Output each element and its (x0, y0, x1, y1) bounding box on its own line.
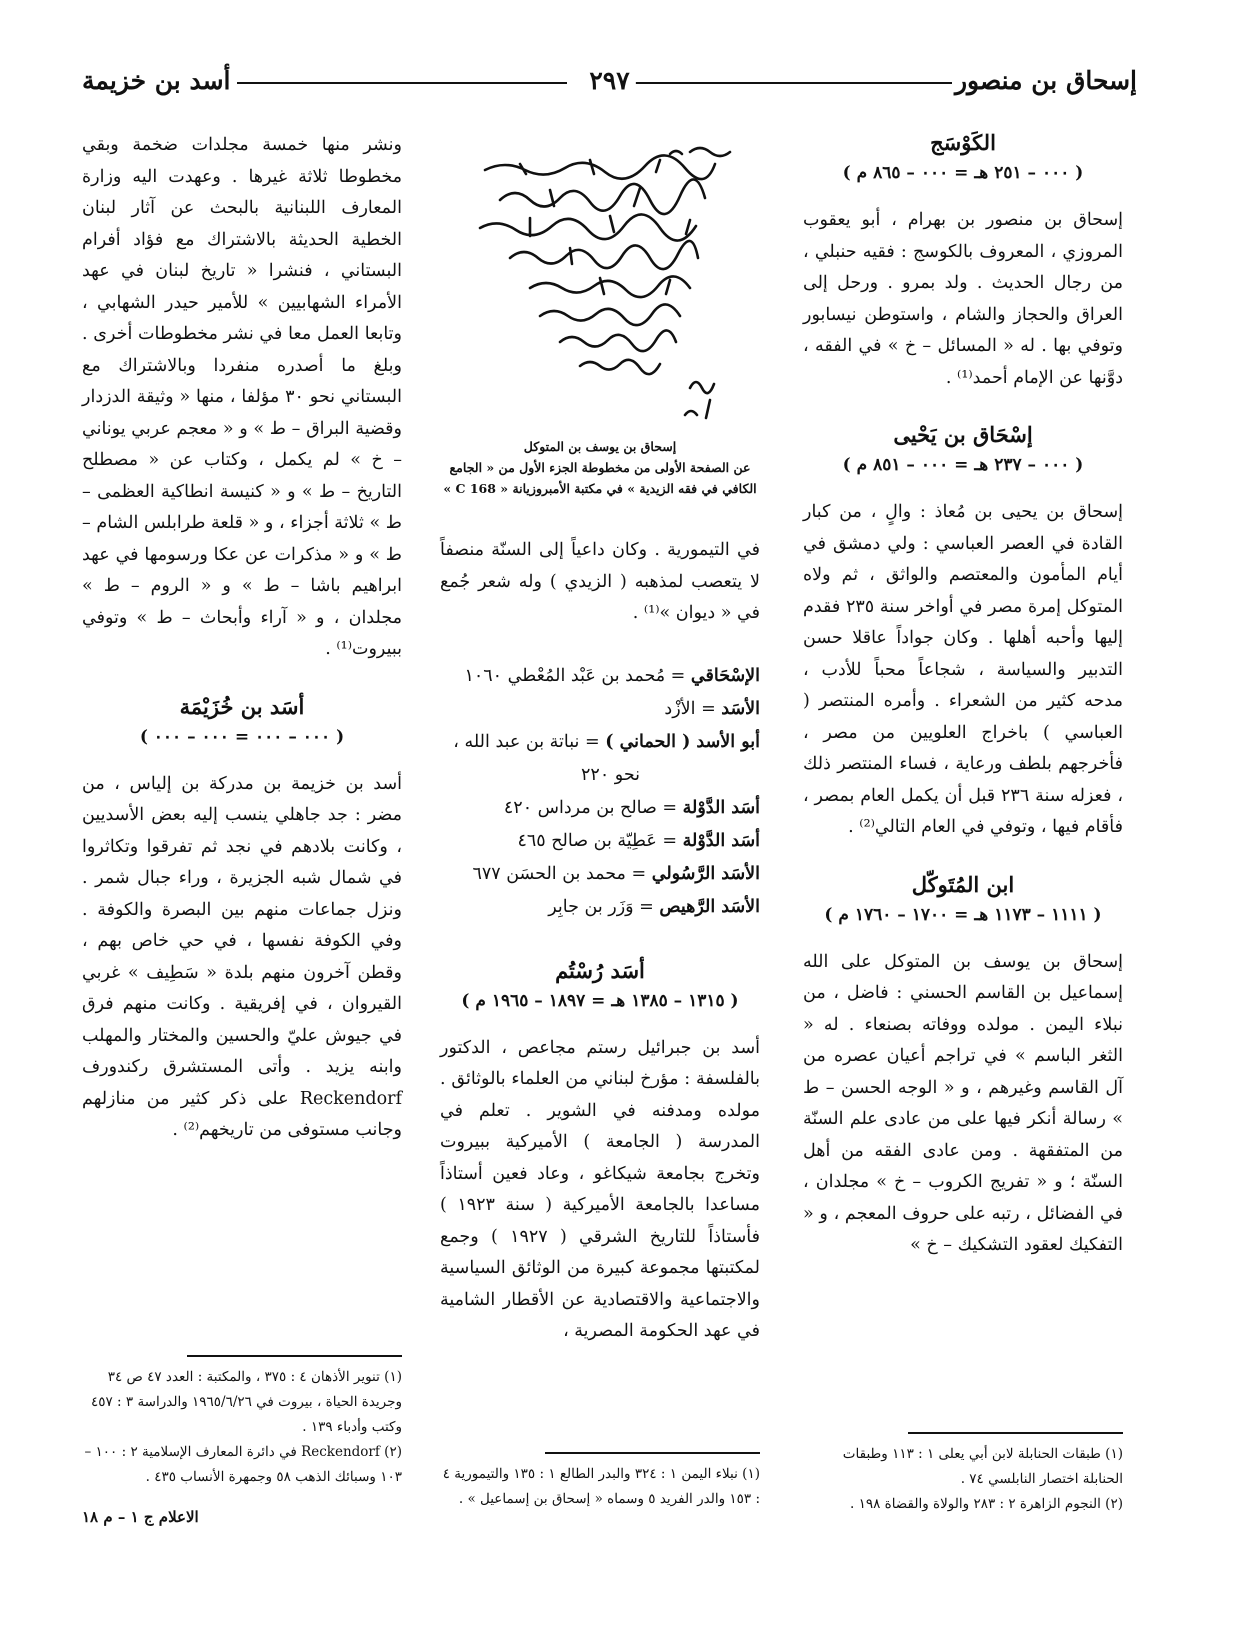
footnote-rule (187, 1355, 402, 1357)
handwriting-figure (440, 130, 760, 430)
footnote: (٢) النجوم الزاهرة ٢ : ٢٨٣ والولاة والقضاة ١٩٨ . (849, 1495, 1123, 1512)
footnote: (٢) Reckendorf في دائرة المعارف الإسلامية ٢ : ١٠٠ – ١٠٣ وسبائك الذهب ٥٨ وجمهرة الأنساب ٤٣٥ . (84, 1443, 402, 1485)
column-right (803, 130, 1123, 1262)
entry-text: إسحاق بن يوسف بن المتوكل على الله إسماعيل بن القاسم الحسني : فاضل ، من نبلاء اليمن . مولده ووفاته بصنعاء . له « الثغر الباسم » في تراجم أعيان عصره من آل القاسم وغيرهم ، و « الوجه الحسن – ط » رسالة أنكر فيها على من عادى علم السنّة من المتفقهة . ومن عادى الفقه من أهل السنّة ؛ و « تفريج الكروب – خ » مجلدان ، في الفضائل ، رتبه على حروف المعجم ، و « التفكيك لعقود التشكيك – خ » (803, 951, 1123, 1255)
cross-reference-item: أسَد الدَّوْلة = عَطِيّة بن صالح ٤٦٥ (517, 830, 760, 851)
cross-reference-item: الإسْحَاقي = مُحمد بن عَبْد المُعْطي ١٠٦٠ (464, 665, 760, 686)
entry-title: إسْحَاق بن يَحْيى (893, 422, 1033, 447)
column-middle (440, 130, 760, 1348)
entry-title: أسَد بن خُزَيْمَة (179, 693, 305, 719)
footnote-rule (545, 1452, 760, 1454)
figure-caption (440, 436, 760, 499)
signature-mark: الاعلام ج ١ – م ١٨ (82, 1508, 199, 1526)
entry-dates: ( ٠٠٠ – ٢٥١ هـ = ٠٠٠ – ٨٦٥ م ) (842, 163, 1084, 183)
entry-title: الكَوْسَج (930, 130, 996, 155)
entry-text: إسحاق بن يحيى بن مُعاذ : والٍ ، من كبار القادة في العصر العباسي : ولي دمشق في أيام المأمون والمعتصم والواثق ، ثم ولاه المتوكل إمرة مصر في أواخر سنة ٢٣٥ فقدم إليها وأحبه أهلها . وكان جواداً عاقلا حسن التدبير والسياسة ، شجاعاً محباً للأدب ، مدحه كثير من الشعراء . وأمره المنتصر ( العباسي ) باخراج العلويين من مصر ، فأخرجهم بلطف ورعاية ، فساء المنتصر ذلك ، فعزله سنة ٢٣٦ قبل أن يكمل العام بمصر ، فأقام فيها ، وتوفي في العام التالي⁽²⁾ . (803, 502, 1124, 837)
cross-reference-list (440, 660, 760, 924)
entry-text-continued: في التيمورية . وكان داعياً إلى السنّة منصفاً لا يتعصب لمذهبه ( الزيدي ) وله شعر جُمع في « ديوان »⁽¹⁾ . (440, 540, 760, 623)
entry-dates: ( ١١١١ – ١١٧٣ هـ = ١٧٠٠ – ١٧٦٠ م ) (824, 904, 1102, 925)
page-header (82, 66, 1137, 102)
entry-dates: ( ١٣١٥ – ١٣٨٥ هـ = ١٨٩٧ – ١٩٦٥ م ) (461, 990, 739, 1011)
footnote: (١) تنوير الأذهان ٤ : ٣٧٥ ، والمكتبة : العدد ٤٧ ص ٣٤ وجريدة الحياة ، بيروت في ١٩٦٥/٦/٢٦ والدراسة ٣ : ٤٥٧ وكتب وأدباء ١٣٩ . (90, 1368, 402, 1435)
header-rule-right (627, 82, 952, 84)
footnote: (١) طبقات الحنابلة لابن أبي يعلى ١ : ١١٣ وطبقات الحنابلة اختصار النابلسي ٧٤ . (842, 1445, 1123, 1487)
entry-title: أسَد رُسْتُم (555, 957, 645, 983)
entry-text: إسحاق بن منصور بن بهرام ، أبو يعقوب المروزي ، المعروف بالكوسج : فقيه حنبلي ، من رجال الحديث . ولد بمرو . ورحل إلى العراق والحجاز والشام ، واستوطن نيسابور وتوفي بها . له « المسائل – خ » في الفقه ، دوَّنها عن الإمام أحمد⁽¹⁾ . (803, 210, 1123, 388)
footnotes-left (82, 1355, 402, 1490)
column-left (82, 130, 402, 1147)
caption-line: الكافي في فقه الزيدية » في مكتبة الأمبروزيانة « C 168 » (443, 481, 757, 496)
footnotes-right (803, 1432, 1123, 1517)
entry-title: ابن المُتَوكّل (911, 871, 1015, 897)
header-first-entry: إسحاق بن منصور (954, 66, 1137, 95)
entry-text: أسد بن خزيمة بن مدركة بن إلياس ، من مضر : جد جاهلي ينسب إليه بعض الأسديين ، وكانت بلادهم في نجد ثم تفرقوا وتكاثروا في شمال شبه الجزيرة ، وراء جبال شمر . ونزل جماعات منهم بين البصرة والكوفة . وفي الكوفة نفسها ، في حي خاص بهم ، وقطن آخرون منهم بلدة « سَطِيف » غربي القيروان ، في إفريقية . وكانت منهم فرق في جيوش عليّ والحسين والمختار والمهلب وابنه يزيد . وأتى المستشرق ركندورف Reckendorf على ذكر كثير من منازلهم وجانب مستوفى من تاريخهم⁽²⁾ . (82, 773, 402, 1140)
header-last-entry: أسد بن خزيمة (82, 66, 231, 95)
entry-dates: ( ٠٠٠ – ٢٣٧ هـ = ٠٠٠ – ٨٥١ م ) (842, 455, 1084, 475)
cross-reference-item: نحو ٢٢٠ (581, 764, 640, 785)
footnotes-middle (440, 1452, 760, 1512)
cross-reference-item: أسَد الدَّوْلة = صالح بن مرداس ٤٢٠ (503, 797, 760, 818)
cross-reference-item: أبو الأسد ( الحماني ) = نباتة بن عبد الله ، (453, 731, 760, 752)
header-rule-left (237, 82, 567, 84)
cross-reference-item: الأسَد الرَّهيص = وَزَر بن جابِر (548, 896, 760, 917)
manuscript-image (440, 130, 760, 430)
page-number: ٢٩٧ (583, 66, 635, 95)
footnote: (١) نبلاء اليمن ١ : ٣٢٤ والبدر الطالع ١ : ١٣٥ والتيمورية ٤ : ١٥٣ والدر الفريد ٥ وسماه « إسحاق بن إسماعيل » . (442, 1465, 760, 1507)
entry-dates: ( ٠٠٠ – ٠٠٠ = ٠٠٠ – ٠٠٠ ) (139, 726, 345, 747)
cross-reference-item: الأسَد = الأزْد (664, 698, 760, 719)
footnote-rule (908, 1432, 1123, 1434)
entry-text: أسد بن جبرائيل رستم مجاعص ، الدكتور بالفلسفة : مؤرخ لبناني من العلماء بالوثائق . مولده ومدفنه في الشوير . تعلم في المدرسة ( الجامعة ) الأميركية ببيروت وتخرج بجامعة شيكاغو ، وعاد فعين أستاذاً مساعدا بالجامعة الأميركية ( سنة ١٩٢٣ ) فأستاذاً للتاريخ الشرقي ( ١٩٢٧ ) وجمع لمكتبتها مجموعة كبيرة من الوثائق السياسية والاجتماعية والاقتصادية عن الأقطار الشامية في عهد الحكومة المصرية ، (440, 1037, 760, 1341)
caption-line: إسحاق بن يوسف بن المتوكل (523, 439, 677, 454)
caption-line: عن الصفحة الأولى من مخطوطة الجزء الأول من « الجامع (449, 460, 751, 475)
cross-reference-item: الأسَد الرَّسُولي = محمد بن الحسَن ٦٧٧ (472, 863, 760, 884)
entry-text-continued: ونشر منها خمسة مجلدات ضخمة وبقي مخطوطا ثلاثة غيرها . وعهدت اليه وزارة المعارف اللبنانية بالبحث عن آثار لبنان الخطية الحديثة بالاشتراك مع فؤاد أفرام البستاني ، فنشرا « تاريخ لبنان في عهد الأمراء الشهابيين » للأمير حيدر الشهابي ، وتابعا العمل معا في نشر مخطوطات أخرى . وبلغ ما أصدره منفردا وبالاشتراك مع البستاني نحو ٣٠ مؤلفا ، منها « وثيقة الدزدار وقضية البراق – ط » و « معجم عربي يوناني – خ » لم يكمل ، وكتاب عن « مصطلح التاريخ – ط » و « كنيسة انطاكية العظمى – ط » ثلاثة أجزاء ، و « قلعة طرابلس الشام – ط » و « مذكرات عن عكا ورسومها في عهد ابراهيم باشا – ط » و « الروم – ط » مجلدان ، و « آراء وأبحاث – ط » وتوفي ببيروت⁽¹⁾ . (82, 135, 402, 659)
